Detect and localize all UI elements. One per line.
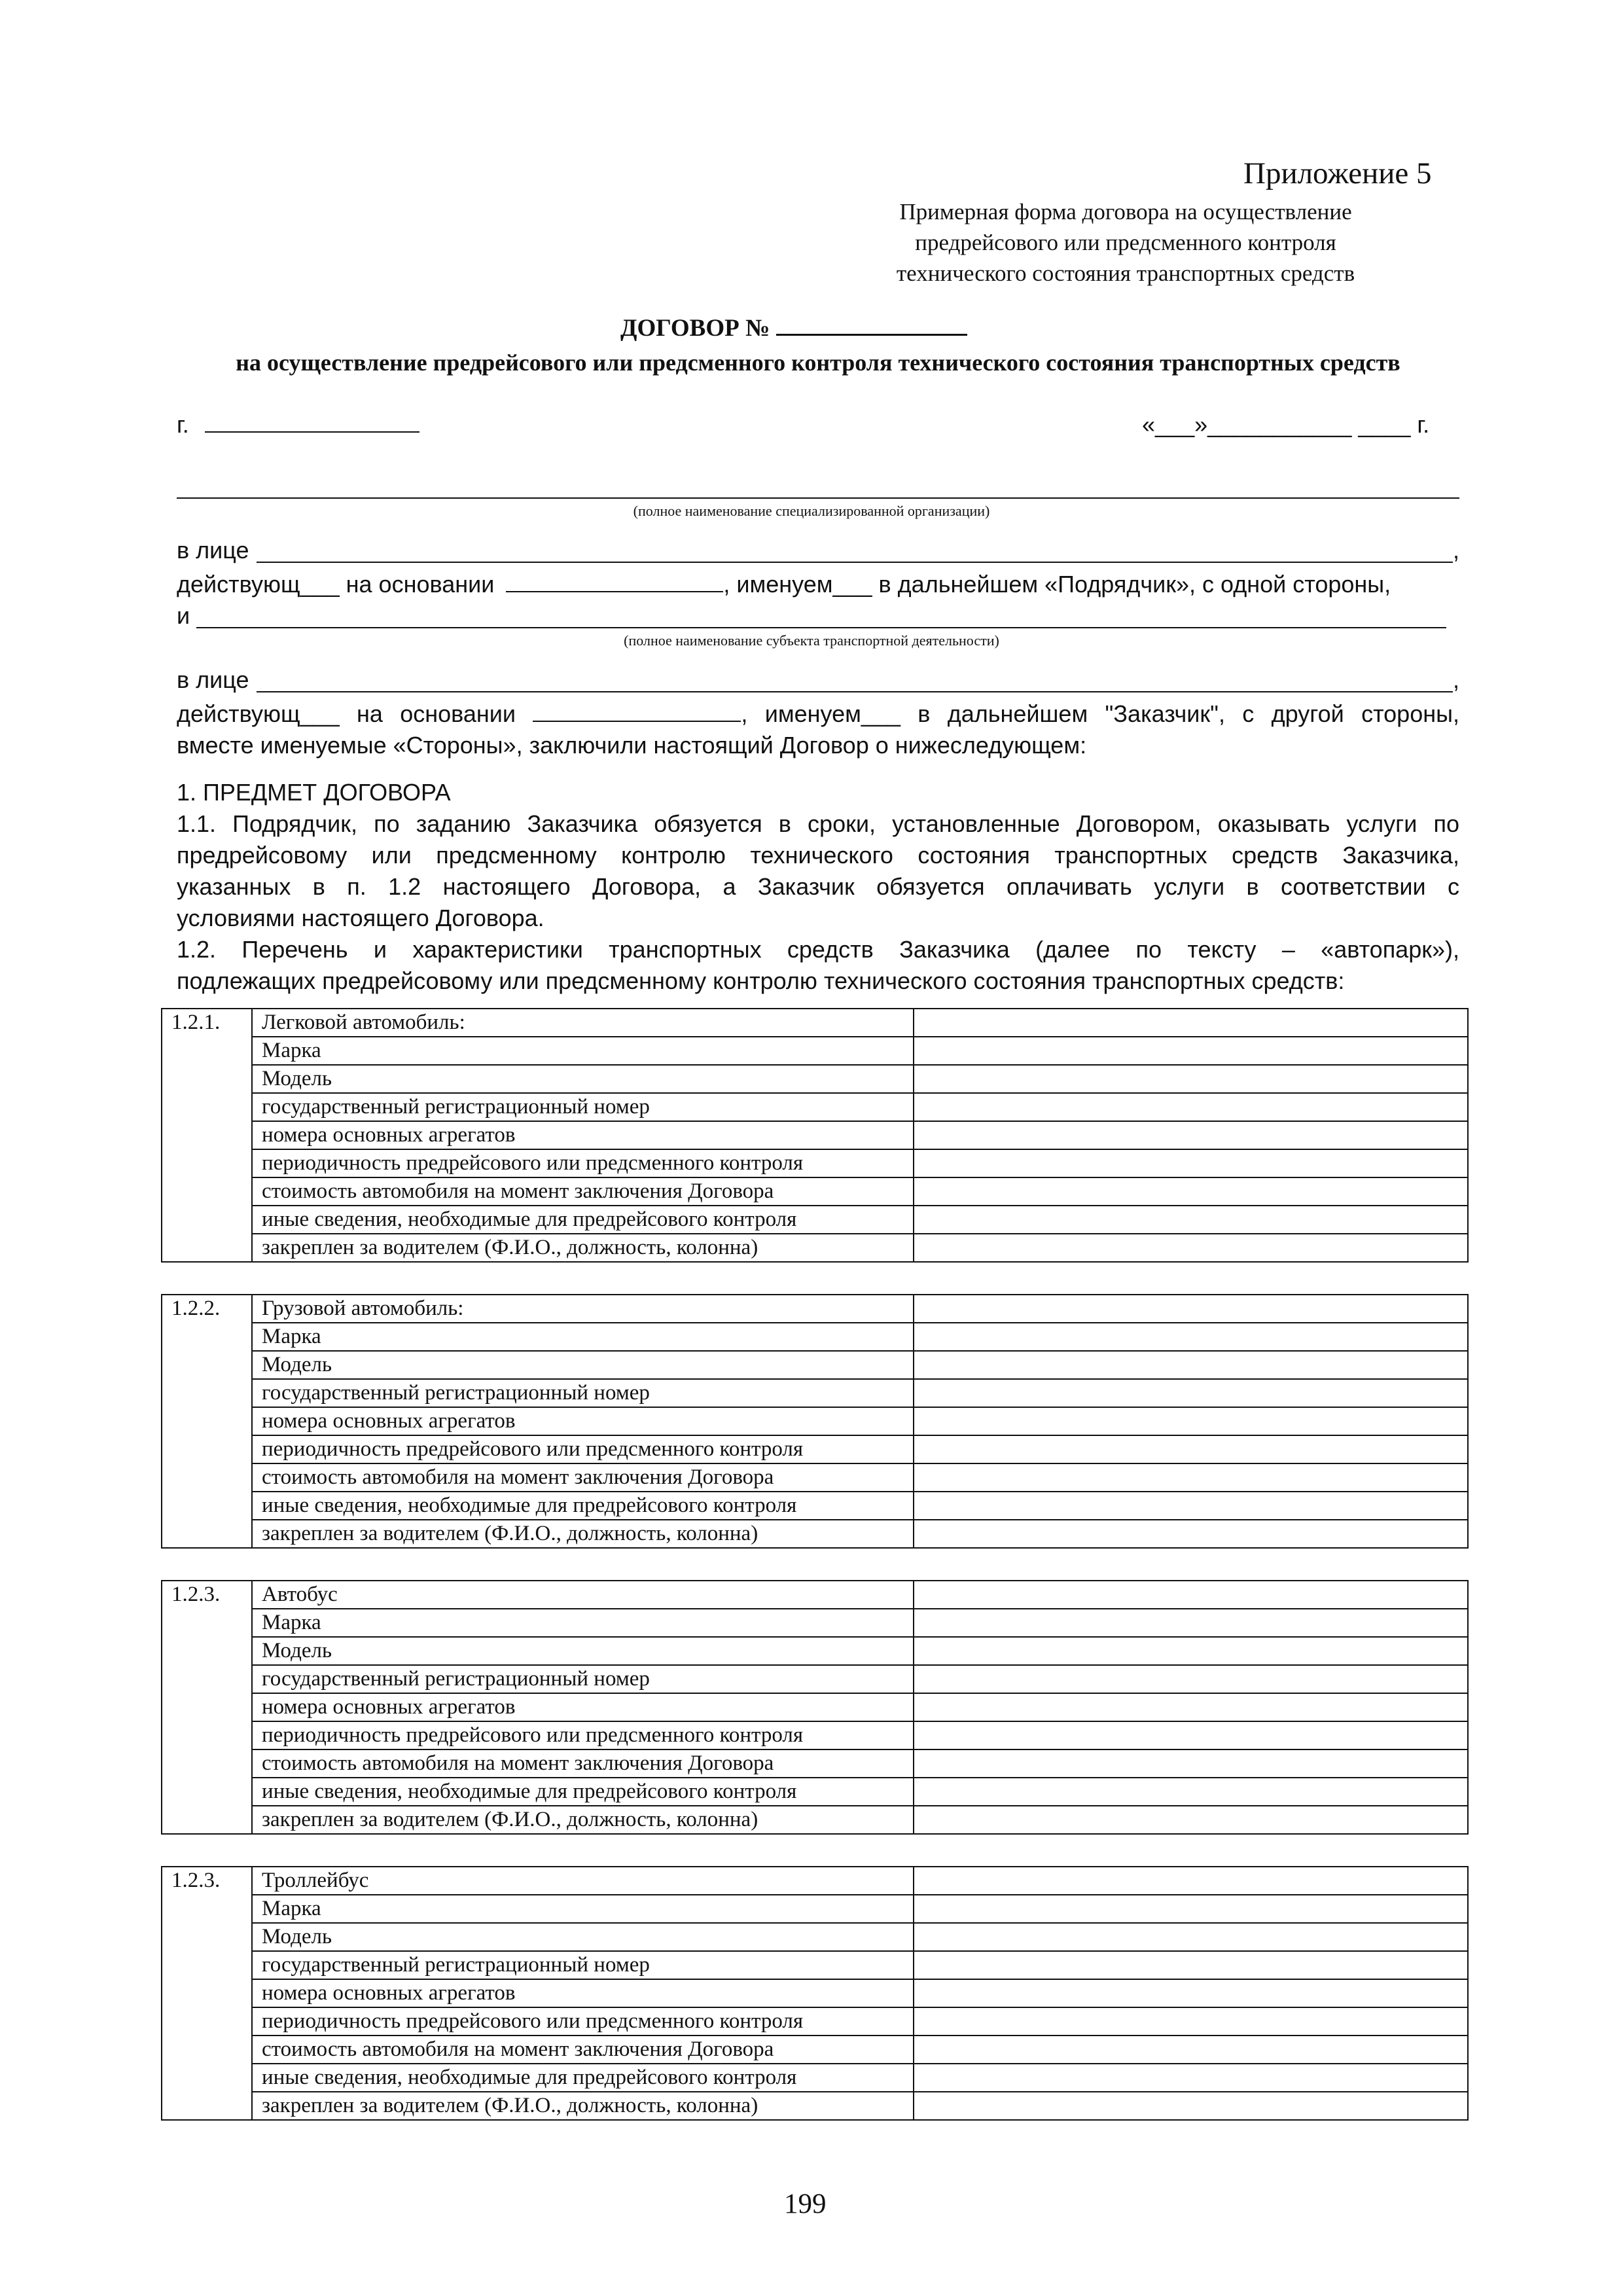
word: ,: [741, 700, 748, 727]
value-cell[interactable]: [914, 1009, 1468, 1037]
subject-name-line[interactable]: [196, 627, 1446, 628]
table-header-row: [162, 1009, 1468, 1037]
field-label: иные сведения, необходимые для предрейсового контроля: [252, 1492, 914, 1520]
field-label: номера основных агрегатов: [252, 1407, 914, 1435]
field-label: Марка: [252, 1609, 914, 1637]
contract-title: [620, 313, 967, 342]
word: дальнейшем: [947, 700, 1088, 727]
table-header-row: [162, 1867, 1468, 1895]
field-label: периодичность предрейсового или предсменного контроля: [252, 2007, 914, 2036]
value-cell[interactable]: [914, 1749, 1468, 1778]
contractor-basis-line: [177, 571, 1391, 598]
field-label: государственный регистрационный номер: [252, 1665, 914, 1693]
field-label: периодичность предрейсового или предсменного контроля: [252, 1149, 914, 1177]
table-row: [162, 1206, 1468, 1234]
word: действующ___: [177, 700, 340, 727]
vehicle-spec-table: [161, 1580, 1469, 1835]
field-label: стоимость автомобиля на момент заключения Договора: [252, 2036, 914, 2064]
city-label: г.: [177, 411, 189, 438]
form-description-line: Примерная форма договора на осуществление: [899, 199, 1352, 224]
field-label: стоимость автомобиля на момент заключения Договора: [252, 1177, 914, 1206]
paragraph-line: предрейсовому или предсменному контролю технического состояния транспортных средств Заказчика,: [177, 842, 1459, 869]
value-cell[interactable]: [914, 1463, 1468, 1492]
value-cell[interactable]: [914, 1895, 1468, 1923]
table-row: [162, 2036, 1468, 2064]
field-label: закреплен за водителем (Ф.И.О., должность, колонна): [252, 2092, 914, 2120]
table-row: [162, 2064, 1468, 2092]
table-row: [162, 1177, 1468, 1206]
field-label: государственный регистрационный номер: [252, 1379, 914, 1407]
table-row: [162, 1121, 1468, 1149]
field-label: периодичность предрейсового или предсменного контроля: [252, 1721, 914, 1749]
table-row: [162, 1435, 1468, 1463]
value-cell[interactable]: [914, 1065, 1468, 1093]
field-label: Модель: [252, 1637, 914, 1665]
vehicle-spec-table: [161, 1008, 1469, 1263]
parties-summary: вместе именуемые «Стороны», заключили настоящий Договор о нижеследующем:: [177, 732, 1087, 759]
basis-blank-1[interactable]: [506, 571, 723, 592]
table-row: [162, 1037, 1468, 1065]
table-row: [162, 2007, 1468, 2036]
value-cell[interactable]: [914, 2007, 1468, 2036]
value-cell[interactable]: [914, 1407, 1468, 1435]
city-blank[interactable]: [205, 412, 419, 433]
vehicle-type: Грузовой автомобиль:: [252, 1295, 914, 1323]
table-row: [162, 1609, 1468, 1637]
vehicle-spec-table: [161, 1866, 1469, 2121]
value-cell[interactable]: [914, 1806, 1468, 1834]
subject-name-note: (полное наименование субъекта транспортной деятельности): [624, 632, 999, 649]
value-cell[interactable]: [914, 1665, 1468, 1693]
table-row: [162, 1093, 1468, 1121]
table-row: [162, 1234, 1468, 1262]
field-label: иные сведения, необходимые для предрейсового контроля: [252, 2064, 914, 2092]
value-cell[interactable]: [914, 1177, 1468, 1206]
value-cell[interactable]: [914, 2092, 1468, 2120]
paragraph-line: 1.1. Подрядчик, по заданию Заказчика обязуется в сроки, установленные Договором, оказывать услуги по: [177, 810, 1459, 837]
field-label: периодичность предрейсового или предсменного контроля: [252, 1435, 914, 1463]
value-cell[interactable]: [914, 1351, 1468, 1379]
contract-number-blank[interactable]: [776, 313, 967, 336]
organization-name-line[interactable]: [177, 497, 1459, 499]
word: на: [357, 700, 383, 727]
appendix-number: Приложение 5: [1243, 156, 1432, 190]
field-label: номера основных агрегатов: [252, 1121, 914, 1149]
table-row: [162, 1721, 1468, 1749]
vehicle-type: Троллейбус: [252, 1867, 914, 1895]
value-cell[interactable]: [914, 1149, 1468, 1177]
field-label: государственный регистрационный номер: [252, 1951, 914, 1979]
field-label: закреплен за водителем (Ф.И.О., должность, колонна): [252, 1234, 914, 1262]
table-row: [162, 1923, 1468, 1951]
value-cell[interactable]: [914, 1693, 1468, 1721]
table-header-row: [162, 1295, 1468, 1323]
contract-subtitle: на осуществление предрейсового или предсменного контроля технического состояния транспортных средств: [236, 350, 1400, 376]
and-label: и: [177, 602, 190, 629]
value-cell[interactable]: [914, 1323, 1468, 1351]
value-cell[interactable]: [914, 1867, 1468, 1895]
table-row: [162, 1065, 1468, 1093]
field-label: иные сведения, необходимые для предрейсового контроля: [252, 1206, 914, 1234]
field-label: номера основных агрегатов: [252, 1979, 914, 2007]
section-heading: 1. ПРЕДМЕТ ДОГОВОРА: [177, 779, 451, 806]
value-cell[interactable]: [914, 1581, 1468, 1609]
table-row: [162, 1323, 1468, 1351]
value-cell[interactable]: [914, 1979, 1468, 2007]
table-row: [162, 2092, 1468, 2120]
representative-line-2[interactable]: [257, 691, 1453, 692]
word: "Заказчик",: [1105, 700, 1225, 727]
paragraph-line: 1.2. Перечень и характеристики транспортных средств Заказчика (далее по тексту – «автопарк»),: [177, 936, 1459, 963]
field-label: Модель: [252, 1923, 914, 1951]
table-row: [162, 1749, 1468, 1778]
value-cell[interactable]: [914, 1206, 1468, 1234]
table-row: [162, 1463, 1468, 1492]
item-number: 1.2.2.: [162, 1295, 252, 1548]
field-label: Марка: [252, 1037, 914, 1065]
word: с: [1242, 700, 1255, 727]
value-cell[interactable]: [914, 1435, 1468, 1463]
value-cell[interactable]: [914, 1234, 1468, 1262]
in-person-label-2: в лице: [177, 666, 249, 693]
table-header-row: [162, 1581, 1468, 1609]
table-row: [162, 1665, 1468, 1693]
field-label: иные сведения, необходимые для предрейсового контроля: [252, 1778, 914, 1806]
paragraph-line: подлежащих предрейсовому или предсменному контролю технического состояния транспортных средств:: [177, 967, 1345, 994]
value-cell[interactable]: [914, 1093, 1468, 1121]
table-row: [162, 1149, 1468, 1177]
table-row: [162, 1895, 1468, 1923]
item-number: 1.2.3.: [162, 1581, 252, 1834]
word: в: [918, 700, 931, 727]
field-label: Марка: [252, 1895, 914, 1923]
page-number: 199: [784, 2189, 827, 2219]
value-cell[interactable]: [914, 1492, 1468, 1520]
vehicle-spec-table: [161, 1294, 1469, 1549]
value-cell[interactable]: [914, 1121, 1468, 1149]
form-description-line: предрейсового или предсменного контроля: [915, 230, 1336, 255]
value-cell[interactable]: [914, 1951, 1468, 1979]
field-label: закреплен за водителем (Ф.И.О., должность, колонна): [252, 1520, 914, 1548]
item-number: 1.2.3.: [162, 1867, 252, 2120]
table-row: [162, 1979, 1468, 2007]
vehicle-type: Автобус: [252, 1581, 914, 1609]
word: именуем___: [764, 700, 901, 727]
value-cell[interactable]: [914, 1295, 1468, 1323]
paragraph-line: указанных в п. 1.2 настоящего Договора, а Заказчик обязуется оплачивать услуги в соответствии с: [177, 873, 1459, 900]
item-number: 1.2.1.: [162, 1009, 252, 1262]
field-label: закреплен за водителем (Ф.И.О., должность, колонна): [252, 1806, 914, 1834]
field-label: стоимость автомобиля на момент заключения Договора: [252, 1463, 914, 1492]
word: другой: [1271, 700, 1344, 727]
form-description-line: технического состояния транспортных средств: [896, 260, 1355, 286]
acting-basis-text: действующ___ на основании: [177, 571, 495, 598]
organization-name-note: (полное наименование специализированной организации): [633, 503, 990, 519]
vehicle-type: Легковой автомобиль:: [252, 1009, 914, 1037]
value-cell[interactable]: [914, 2036, 1468, 2064]
field-label: номера основных агрегатов: [252, 1693, 914, 1721]
value-cell[interactable]: [914, 2064, 1468, 2092]
value-cell[interactable]: [914, 1379, 1468, 1407]
representative-line-1[interactable]: [257, 562, 1453, 563]
city-field: [177, 411, 419, 439]
table-row: [162, 1806, 1468, 1834]
contract-title-text: ДОГОВОР №: [620, 315, 770, 342]
table-row: [162, 1778, 1468, 1806]
customer-basis-line: [177, 700, 1459, 728]
table-row: [162, 1351, 1468, 1379]
comma: ,: [1453, 537, 1460, 564]
paragraph-line: условиями настоящего Договора.: [177, 905, 544, 931]
table-row: [162, 1951, 1468, 1979]
contractor-designation-text: , именуем___ в дальнейшем «Подрядчик», с одной стороны,: [723, 571, 1391, 598]
date-field[interactable]: «___»___________ ____ г.: [1142, 411, 1430, 438]
field-label: стоимость автомобиля на момент заключения Договора: [252, 1749, 914, 1778]
basis-blank-2[interactable]: [533, 701, 741, 722]
table-row: [162, 1637, 1468, 1665]
field-label: Модель: [252, 1351, 914, 1379]
table-row: [162, 1520, 1468, 1548]
comma: ,: [1453, 666, 1460, 693]
table-row: [162, 1379, 1468, 1407]
value-cell[interactable]: [914, 1721, 1468, 1749]
value-cell[interactable]: [914, 1609, 1468, 1637]
value-cell[interactable]: [914, 1637, 1468, 1665]
value-cell[interactable]: [914, 1923, 1468, 1951]
word: стороны,: [1361, 700, 1459, 727]
field-label: Модель: [252, 1065, 914, 1093]
value-cell[interactable]: [914, 1037, 1468, 1065]
table-row: [162, 1492, 1468, 1520]
in-person-label-1: в лице: [177, 537, 249, 564]
table-row: [162, 1407, 1468, 1435]
table-row: [162, 1693, 1468, 1721]
value-cell[interactable]: [914, 1778, 1468, 1806]
word: основании: [400, 700, 516, 727]
form-description: [851, 196, 1400, 289]
field-label: государственный регистрационный номер: [252, 1093, 914, 1121]
field-label: Марка: [252, 1323, 914, 1351]
value-cell[interactable]: [914, 1520, 1468, 1548]
